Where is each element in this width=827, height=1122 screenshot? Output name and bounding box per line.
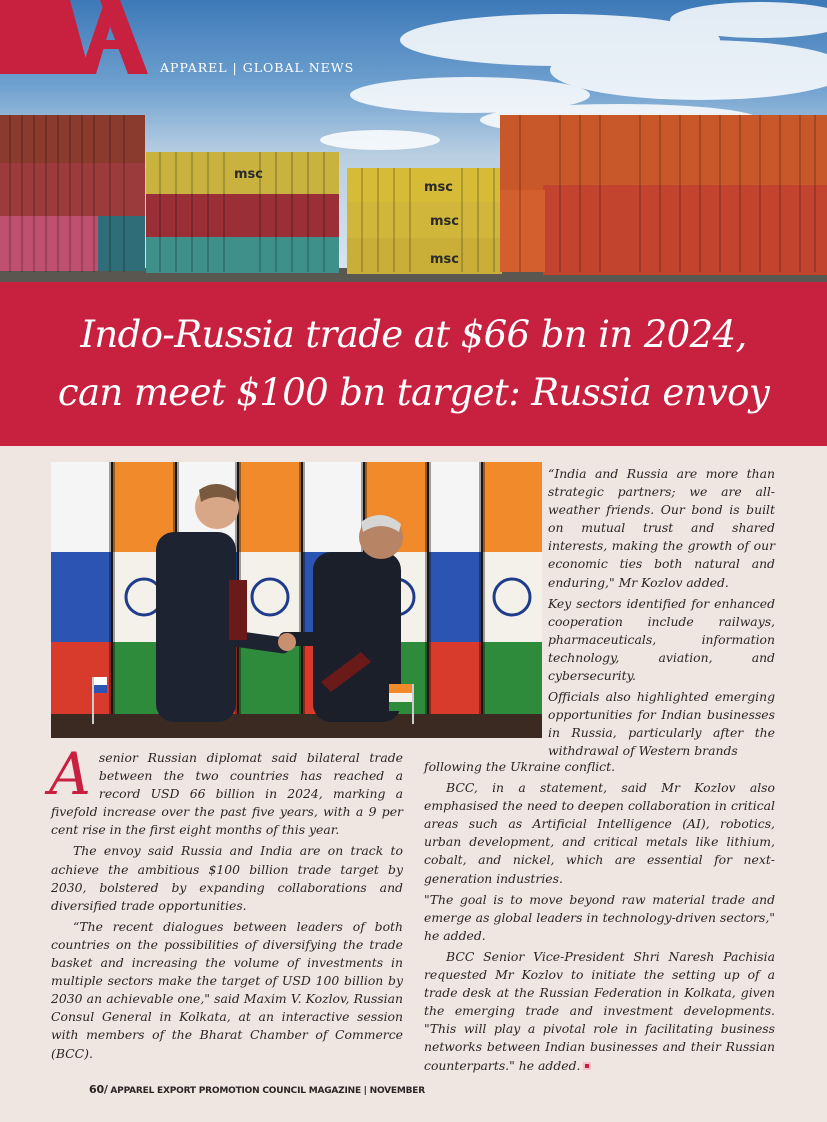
- msc-logo-4: msc: [430, 252, 459, 267]
- article-column-right-bottom: [424, 758, 775, 1078]
- paragraph-envoy-target: The envoy said Russia and India are on track to achieve the ambitious $100 billion trade target by 2030, bolstered by expanding collaborations and diversified trade opportunities.: [51, 843, 403, 913]
- hero-image: [0, 0, 827, 282]
- page-number: 60/: [89, 1083, 108, 1096]
- paragraph-trade-desk: BCC Senior Vice-President Shri Naresh Pachisia requested Mr Kozlov to initiate the setting up of a trade desk at the Russian Federation in Kolkata, given the emerging trade and investment developments. "This will play a pivotal role in facilitating business networks between Indian businesses and their Russian counterparts." he added.: [424, 948, 775, 1073]
- magazine-name: APPAREL EXPORT PROMOTION COUNCIL MAGAZINE: [110, 1086, 361, 1096]
- section-tag: APPAREL | GLOBAL NEWS: [160, 60, 355, 75]
- headline-line-2: can meet $100 bn target: Russia envoy: [57, 371, 770, 414]
- magazine-logo: [0, 0, 150, 74]
- paragraph-goal-quote: "The goal is to move beyond raw material trade and emerge as global leaders in technology-driven sectors," he added.: [424, 891, 775, 943]
- paragraph-dialogues: “The recent dialogues between leaders of both countries on the possibilities of diversifying the trade basket and increasing the volume of investments in multiple sectors make the target of USD 100 billion by 2030 an achievable one," said Maxim V. Kozlov, Russian Consul General in Kolkata, at an interactive session with members of the Bharat Chamber of Commerce (BCC).: [51, 918, 403, 1061]
- headline-line-1: Indo-Russia trade at $66 bn in 2024,: [80, 313, 747, 356]
- article-column-left: [49, 740, 403, 1066]
- msc-logo-1: msc: [234, 167, 263, 182]
- paragraph-intro: senior Russian diplomat said bilateral trade between the two countries has reached a record USD 66 billion in 2024, marking a fivefold increase over the past five years, with a 9 per cent rise in the first eight months of this year.: [51, 750, 403, 838]
- article-column-right-top: [548, 465, 775, 761]
- paragraph-opportunities: Officials also highlighted emerging opportunities for Indian businesses in Russia, particularly after the withdrawal of Western brands: [548, 689, 775, 759]
- msc-logo-2: msc: [424, 180, 453, 195]
- msc-logo-3: msc: [430, 214, 459, 229]
- handshake-photo: [51, 462, 542, 738]
- paragraph-kozlov-quote: “India and Russia are more than strategic partners; we are all-weather friends. Our bond is built on mutual trust and shared interests, making the growth of our economic ties both natural and enduring," Mr Kozlov added.: [548, 466, 775, 590]
- paragraph-key-sectors: Key sectors identified for enhanced cooperation include railways, pharmaceuticals, information technology, aviation, and cybersecurity.: [548, 595, 775, 684]
- paragraph-opportunities-cont: following the Ukraine conflict.: [424, 759, 616, 774]
- paragraph-bcc-statement: BCC, in a statement, said Mr Kozlov also emphasised the need to deepen collaboration in critical areas such as Artificial Intelligence (AI), robotics, urban development, and critical metals like lithium, cobalt, and nickel, which are essential for next-generation industries.: [424, 780, 775, 886]
- page-footer: [89, 1083, 425, 1096]
- end-of-article-icon: [583, 1062, 591, 1070]
- issue-month: | NOVEMBER: [363, 1086, 425, 1096]
- headline-band: [0, 282, 827, 446]
- drop-cap: A: [49, 740, 91, 808]
